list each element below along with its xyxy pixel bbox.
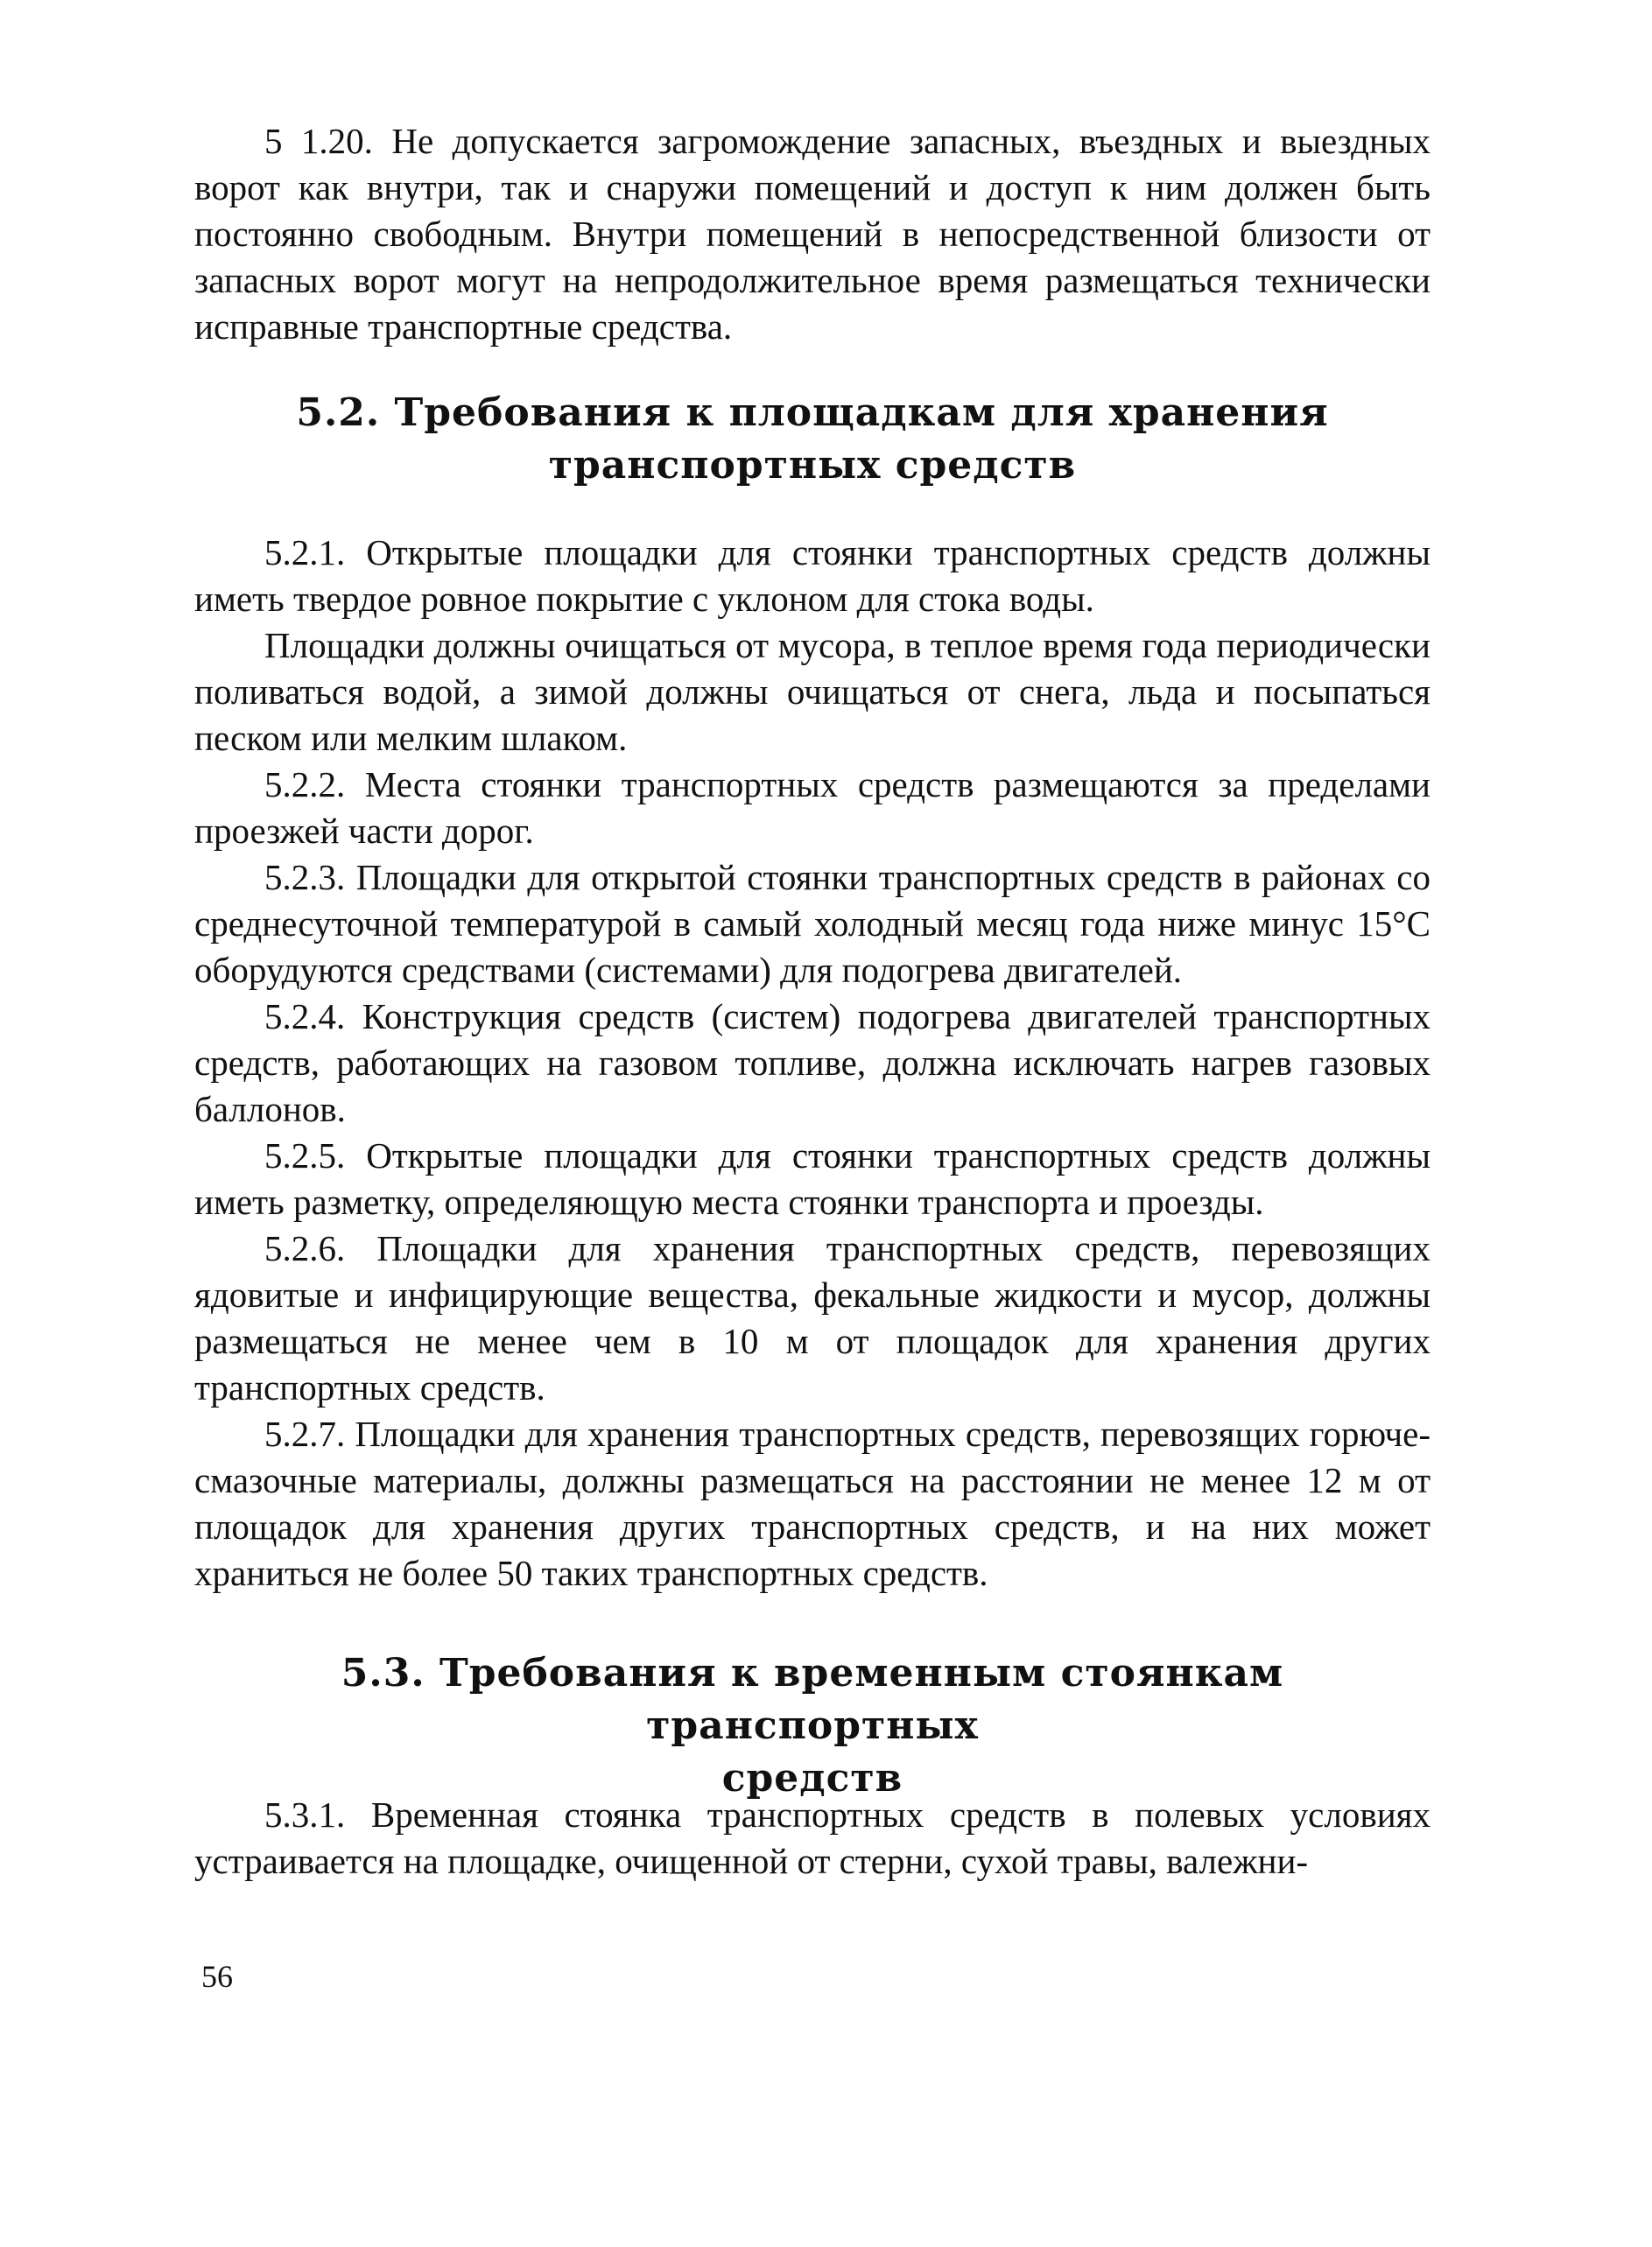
section-5-2-title-line1: 5.2. Требования к площадкам для хранения [296, 390, 1329, 435]
section-5-2-title-line2: транспортных средств [548, 443, 1077, 488]
paragraph-5-3-1: 5.3.1. Временная стоянка транспортных средств в полевых условиях устраивается на площадке, очищенной от стерни, сухой травы, валежни- [194, 1794, 1431, 1881]
paragraph-5-2-1-cont: Площадки должны очищаться от мусора, в теплое время года периодически поливаться водой, а зимой должны очищаться от снега, льда и посыпаться песком или мелким шлаком. [194, 625, 1431, 758]
paragraph-5-2-1: 5.2.1. Открытые площадки для стоянки транспортных средств должны иметь твердое ровное покрытие с уклоном для стока воды. [194, 532, 1431, 619]
paragraph-5-1-20: 5 1.20. Не допускается загромождение запасных, въездных и выездных ворот как внутри, так и снаружи помещений и доступ к ним должен быть постоянно свободным. Внутри помещений в непосредственной близости от запасных ворот могут на непродолжительное время размещаться технически исправные транспортные средства. [194, 121, 1431, 347]
paragraph-5-2-5: 5.2.5. Открытые площадки для стоянки транспортных средств должны иметь разметку, определяющую места стоянки транспорта и проезды. [194, 1135, 1431, 1222]
section-5-1-end [194, 118, 1431, 350]
section-5-2-body [194, 530, 1431, 1597]
section-5-3-title-line2: средств [721, 1756, 903, 1801]
paragraph-5-2-7: 5.2.7. Площадки для хранения транспортных средств, перевозящих горюче-смазочные материалы, должны размещаться на расстоянии не менее 12 м от площадок для хранения других транспортных средств, и на них может храниться не более 50 таких транспортных средств. [194, 1414, 1431, 1593]
section-5-3-heading [194, 1647, 1431, 1805]
paragraph-5-2-4: 5.2.4. Конструкция средств (систем) подогрева двигателей транспортных средств, работающих на газовом топливе, должна исключать нагрев газовых баллонов. [194, 996, 1431, 1129]
section-5-2-heading [194, 387, 1431, 492]
section-5-3-title-line1: 5.3. Требования к временным стоянкам транспортных [341, 1651, 1284, 1748]
section-5-3-body [194, 1792, 1431, 1885]
paragraph-5-2-2: 5.2.2. Места стоянки транспортных средств размещаются за пределами проезжей части дорог. [194, 764, 1431, 851]
paragraph-5-2-3: 5.2.3. Площадки для открытой стоянки транспортных средств в районах со среднесуточной температурой в самый холодный месяц года ниже минус 15°С оборудуются средствами (системами) для подогрева двигателей. [194, 857, 1431, 990]
page-number: 56 [201, 1959, 233, 1994]
paragraph-5-2-6: 5.2.6. Площадки для хранения транспортных средств, перевозящих ядовитые и инфицирующие вещества, фекальные жидкости и мусор, должны размещаться не менее чем в 10 м от площадок для хранения других транспортных средств. [194, 1228, 1431, 1408]
